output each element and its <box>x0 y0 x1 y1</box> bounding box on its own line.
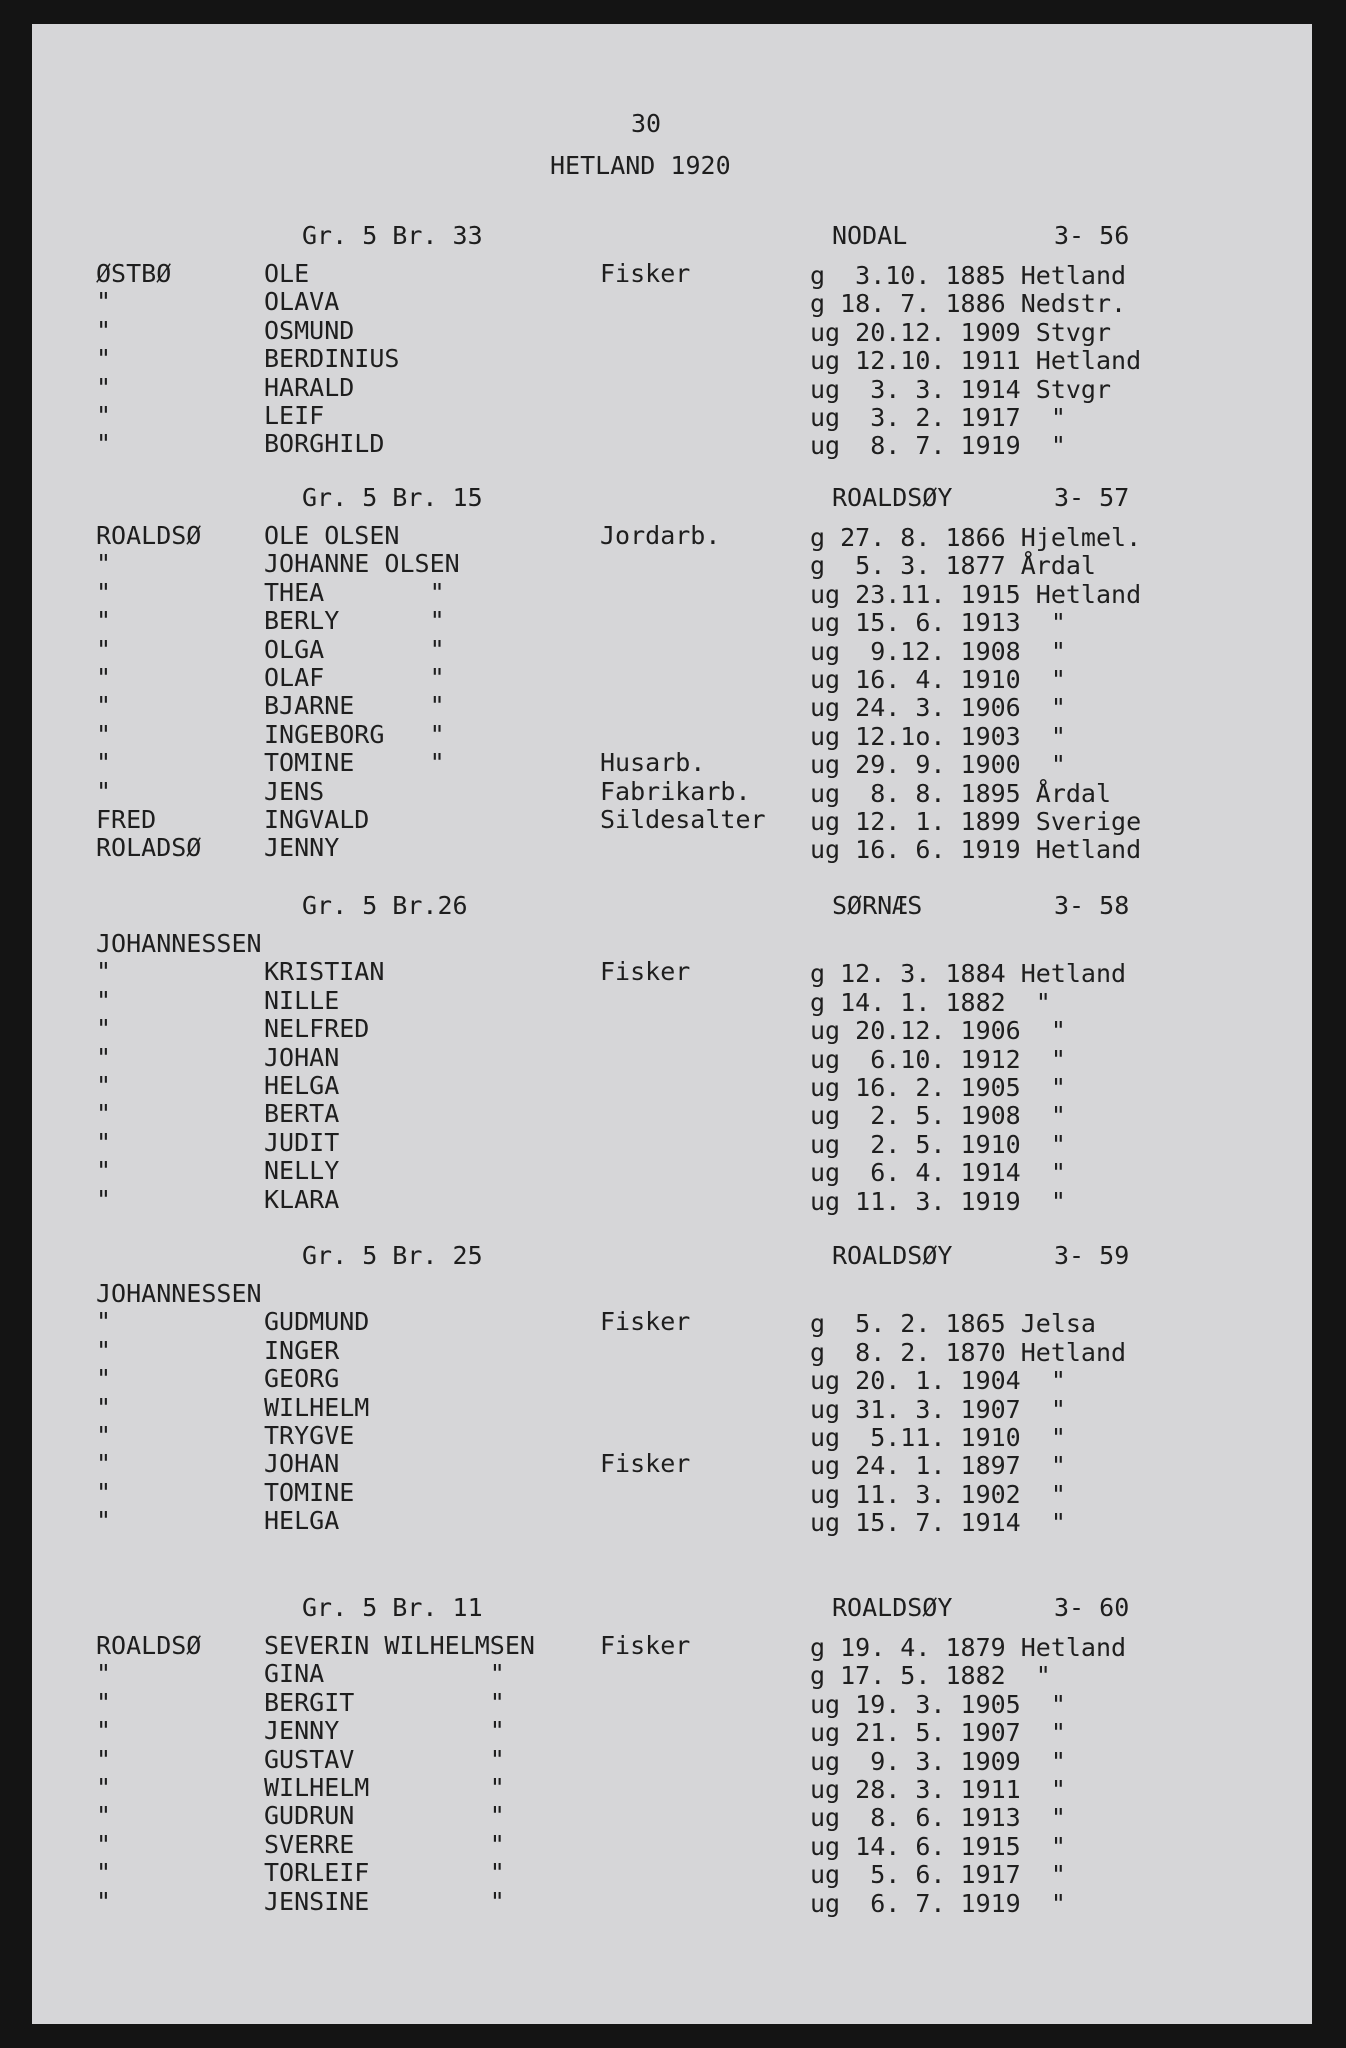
occupation-cell: Fisker <box>600 1449 691 1478</box>
surname-cell: " <box>96 1156 112 1185</box>
surname-cell: " <box>96 1659 112 1688</box>
given-name-cell: HARALD <box>264 373 355 402</box>
given-name-cell: INGER <box>264 1336 340 1365</box>
birth-record-cell: ug 24. 3. 1906 " <box>810 693 1066 722</box>
given-name-cell: JOHAN <box>264 1043 340 1072</box>
given-name-cell: JENSINE " <box>264 1887 505 1916</box>
surname-cell: " <box>96 373 112 402</box>
birth-record-cell: ug 16. 6. 1919 Hetland <box>810 835 1142 864</box>
surname-cell: " <box>96 777 112 806</box>
birth-record-cell: ug 9.12. 1908 " <box>810 637 1066 666</box>
birth-record-cell: ug 11. 3. 1919 " <box>810 1187 1066 1216</box>
given-name-cell: TOMINE " <box>264 748 445 777</box>
surname-cell: " <box>96 1830 112 1859</box>
household-number: 3- 57 <box>1054 483 1130 512</box>
given-name-cell: SEVERIN WILHELMSEN <box>264 1631 535 1660</box>
given-name-cell: OSMUND <box>264 316 355 345</box>
given-name-cell: BERGIT " <box>264 1688 505 1717</box>
household-place: ROALDSØY <box>832 483 953 512</box>
birth-record-cell: ug 9. 3. 1909 " <box>810 1747 1066 1776</box>
household-place: ROALDSØY <box>832 1593 953 1622</box>
surname-cell: " <box>96 1336 112 1365</box>
occupation-cell: Fisker <box>600 1307 691 1336</box>
birth-record-cell: ug 15. 6. 1913 " <box>810 608 1066 637</box>
surname-cell: " <box>96 1449 112 1478</box>
given-name-cell: JOHANNE OLSEN <box>264 549 460 578</box>
birth-record-cell: ug 16. 2. 1905 " <box>810 1073 1066 1102</box>
birth-record-cell: ug 2. 5. 1910 " <box>810 1130 1066 1159</box>
birth-record-cell: g 12. 3. 1884 Hetland <box>810 959 1127 988</box>
surname-cell: " <box>96 1478 112 1507</box>
surname-cell: " <box>96 287 112 316</box>
birth-record-cell: g 5. 3. 1877 Årdal <box>810 551 1096 580</box>
surname-cell: " <box>96 1773 112 1802</box>
given-name-cell: OLE OLSEN <box>264 521 400 550</box>
occupation-cell: Fabrikarb. <box>600 777 751 806</box>
birth-record-cell: ug 6. 7. 1919 " <box>810 1889 1066 1918</box>
birth-record-cell: g 5. 2. 1865 Jelsa <box>810 1309 1096 1338</box>
birth-record-cell: ug 28. 3. 1911 " <box>810 1775 1066 1804</box>
surname-cell: " <box>96 957 112 986</box>
birth-record-cell: ug 8. 8. 1895 Årdal <box>810 779 1112 808</box>
family-name: JOHANNESSEN <box>96 1279 262 1308</box>
household-group: Gr. 5 Br. 25 <box>302 1241 483 1270</box>
surname-cell: " <box>96 1858 112 1887</box>
surname-cell: " <box>96 606 112 635</box>
given-name-cell: GINA " <box>264 1659 505 1688</box>
birth-record-cell: ug 3. 2. 1917 " <box>810 403 1066 432</box>
household-group: Gr. 5 Br. 33 <box>302 221 483 250</box>
birth-record-cell: ug 11. 3. 1902 " <box>810 1480 1066 1509</box>
household-number: 3- 58 <box>1054 891 1130 920</box>
given-name-cell: THEA " <box>264 578 445 607</box>
surname-cell: " <box>96 1014 112 1043</box>
birth-record-cell: ug 14. 6. 1915 " <box>810 1832 1066 1861</box>
given-name-cell: GUSTAV " <box>264 1745 505 1774</box>
page-number: 30 <box>631 109 662 138</box>
birth-record-cell: ug 16. 4. 1910 " <box>810 665 1066 694</box>
household-place: SØRNÆS <box>832 891 923 920</box>
occupation-cell: Fisker <box>600 1631 691 1660</box>
surname-cell: " <box>96 635 112 664</box>
surname-cell: " <box>96 1307 112 1336</box>
household-number: 3- 59 <box>1054 1241 1130 1270</box>
surname-cell: " <box>96 1393 112 1422</box>
birth-record-cell: ug 12. 1. 1899 Sverige <box>810 807 1142 836</box>
birth-record-cell: g 19. 4. 1879 Hetland <box>810 1633 1127 1662</box>
surname-cell: " <box>96 1421 112 1450</box>
birth-record-cell: ug 19. 3. 1905 " <box>810 1690 1066 1719</box>
given-name-cell: TORLEIF " <box>264 1858 505 1887</box>
occupation-cell: Jordarb. <box>600 521 721 550</box>
surname-cell: " <box>96 1506 112 1535</box>
surname-cell: " <box>96 663 112 692</box>
given-name-cell: JENNY " <box>264 1716 505 1745</box>
birth-record-cell: ug 29. 9. 1900 " <box>810 750 1066 779</box>
birth-record-cell: ug 8. 7. 1919 " <box>810 431 1066 460</box>
household-group: Gr. 5 Br. 11 <box>302 1593 483 1622</box>
given-name-cell: WILHELM <box>264 1393 370 1422</box>
given-name-cell: BERDINIUS <box>264 344 400 373</box>
birth-record-cell: ug 12.1o. 1903 " <box>810 722 1066 751</box>
birth-record-cell: ug 24. 1. 1897 " <box>810 1451 1066 1480</box>
occupation-cell: Sildesalter <box>600 805 766 834</box>
page-title: HETLAND 1920 <box>550 151 731 180</box>
birth-record-cell: ug 15. 7. 1914 " <box>810 1508 1066 1537</box>
birth-record-cell: ug 23.11. 1915 Hetland <box>810 580 1142 609</box>
given-name-cell: HELGA <box>264 1071 340 1100</box>
given-name-cell: GUDRUN " <box>264 1801 505 1830</box>
birth-record-cell: ug 5.11. 1910 " <box>810 1423 1066 1452</box>
occupation-cell: Fisker <box>600 259 691 288</box>
surname-cell: ROLADSØ <box>96 833 202 862</box>
surname-cell: " <box>96 549 112 578</box>
birth-record-cell: g 14. 1. 1882 " <box>810 988 1051 1017</box>
given-name-cell: TOMINE <box>264 1478 355 1507</box>
given-name-cell: KLARA <box>264 1185 340 1214</box>
surname-cell: " <box>96 344 112 373</box>
surname-cell: " <box>96 1688 112 1717</box>
given-name-cell: JENS <box>264 777 325 806</box>
birth-record-cell: ug 8. 6. 1913 " <box>810 1803 1066 1832</box>
surname-cell: " <box>96 986 112 1015</box>
birth-record-cell: ug 21. 5. 1907 " <box>810 1718 1066 1747</box>
given-name-cell: OLGA " <box>264 635 445 664</box>
birth-record-cell: ug 6. 4. 1914 " <box>810 1158 1066 1187</box>
household-number: 3- 56 <box>1054 221 1130 250</box>
surname-cell: " <box>96 316 112 345</box>
birth-record-cell: ug 12.10. 1911 Hetland <box>810 346 1142 375</box>
surname-cell: " <box>96 1887 112 1916</box>
surname-cell: " <box>96 1128 112 1157</box>
birth-record-cell: g 3.10. 1885 Hetland <box>810 261 1127 290</box>
given-name-cell: BORGHILD <box>264 429 385 458</box>
given-name-cell: JOHAN <box>264 1449 340 1478</box>
given-name-cell: JENNY <box>264 833 340 862</box>
surname-cell: " <box>96 401 112 430</box>
surname-cell: FRED <box>96 805 157 834</box>
given-name-cell: OLAF " <box>264 663 445 692</box>
surname-cell: " <box>96 1043 112 1072</box>
given-name-cell: BJARNE " <box>264 691 445 720</box>
birth-record-cell: ug 6.10. 1912 " <box>810 1045 1066 1074</box>
birth-record-cell: g 18. 7. 1886 Nedstr. <box>810 289 1127 318</box>
household-place: NODAL <box>832 221 908 250</box>
given-name-cell: KRISTIAN <box>264 957 385 986</box>
given-name-cell: TRYGVE <box>264 1421 355 1450</box>
surname-cell: ROALDSØ <box>96 1631 202 1660</box>
given-name-cell: INGVALD <box>264 805 370 834</box>
birth-record-cell: ug 5. 6. 1917 " <box>810 1860 1066 1889</box>
given-name-cell: WILHELM " <box>264 1773 505 1802</box>
given-name-cell: GEORG <box>264 1364 340 1393</box>
occupation-cell: Fisker <box>600 957 691 986</box>
occupation-cell: Husarb. <box>600 748 706 777</box>
surname-cell: ROALDSØ <box>96 521 202 550</box>
surname-cell: " <box>96 748 112 777</box>
surname-cell: " <box>96 691 112 720</box>
given-name-cell: GUDMUND <box>264 1307 370 1336</box>
surname-cell: ØSTBØ <box>96 259 172 288</box>
given-name-cell: HELGA <box>264 1506 340 1535</box>
given-name-cell: NELFRED <box>264 1014 370 1043</box>
household-number: 3- 60 <box>1054 1593 1130 1622</box>
given-name-cell: NILLE <box>264 986 340 1015</box>
surname-cell: " <box>96 429 112 458</box>
given-name-cell: OLAVA <box>264 287 340 316</box>
birth-record-cell: ug 20. 1. 1904 " <box>810 1366 1066 1395</box>
given-name-cell: INGEBORG " <box>264 720 445 749</box>
surname-cell: " <box>96 1716 112 1745</box>
surname-cell: " <box>96 1745 112 1774</box>
birth-record-cell: ug 20.12. 1906 " <box>810 1016 1066 1045</box>
birth-record-cell: ug 20.12. 1909 Stvgr <box>810 318 1112 347</box>
household-group: Gr. 5 Br.26 <box>302 891 468 920</box>
birth-record-cell: g 8. 2. 1870 Hetland <box>810 1338 1127 1367</box>
given-name-cell: LEIF <box>264 401 325 430</box>
given-name-cell: OLE <box>264 259 310 288</box>
surname-cell: " <box>96 1801 112 1830</box>
given-name-cell: JUDIT <box>264 1128 340 1157</box>
census-page <box>32 24 1312 2024</box>
surname-cell: " <box>96 1185 112 1214</box>
surname-cell: " <box>96 1071 112 1100</box>
given-name-cell: BERLY " <box>264 606 445 635</box>
family-name: JOHANNESSEN <box>96 929 262 958</box>
birth-record-cell: ug 2. 5. 1908 " <box>810 1101 1066 1130</box>
surname-cell: " <box>96 1364 112 1393</box>
birth-record-cell: ug 31. 3. 1907 " <box>810 1395 1066 1424</box>
household-group: Gr. 5 Br. 15 <box>302 483 483 512</box>
given-name-cell: NELLY <box>264 1156 340 1185</box>
birth-record-cell: ug 3. 3. 1914 Stvgr <box>810 375 1112 404</box>
surname-cell: " <box>96 1099 112 1128</box>
birth-record-cell: g 17. 5. 1882 " <box>810 1661 1051 1690</box>
household-place: ROALDSØY <box>832 1241 953 1270</box>
given-name-cell: SVERRE " <box>264 1830 505 1859</box>
given-name-cell: BERTA <box>264 1099 340 1128</box>
birth-record-cell: g 27. 8. 1866 Hjelmel. <box>810 523 1142 552</box>
surname-cell: " <box>96 720 112 749</box>
surname-cell: " <box>96 578 112 607</box>
